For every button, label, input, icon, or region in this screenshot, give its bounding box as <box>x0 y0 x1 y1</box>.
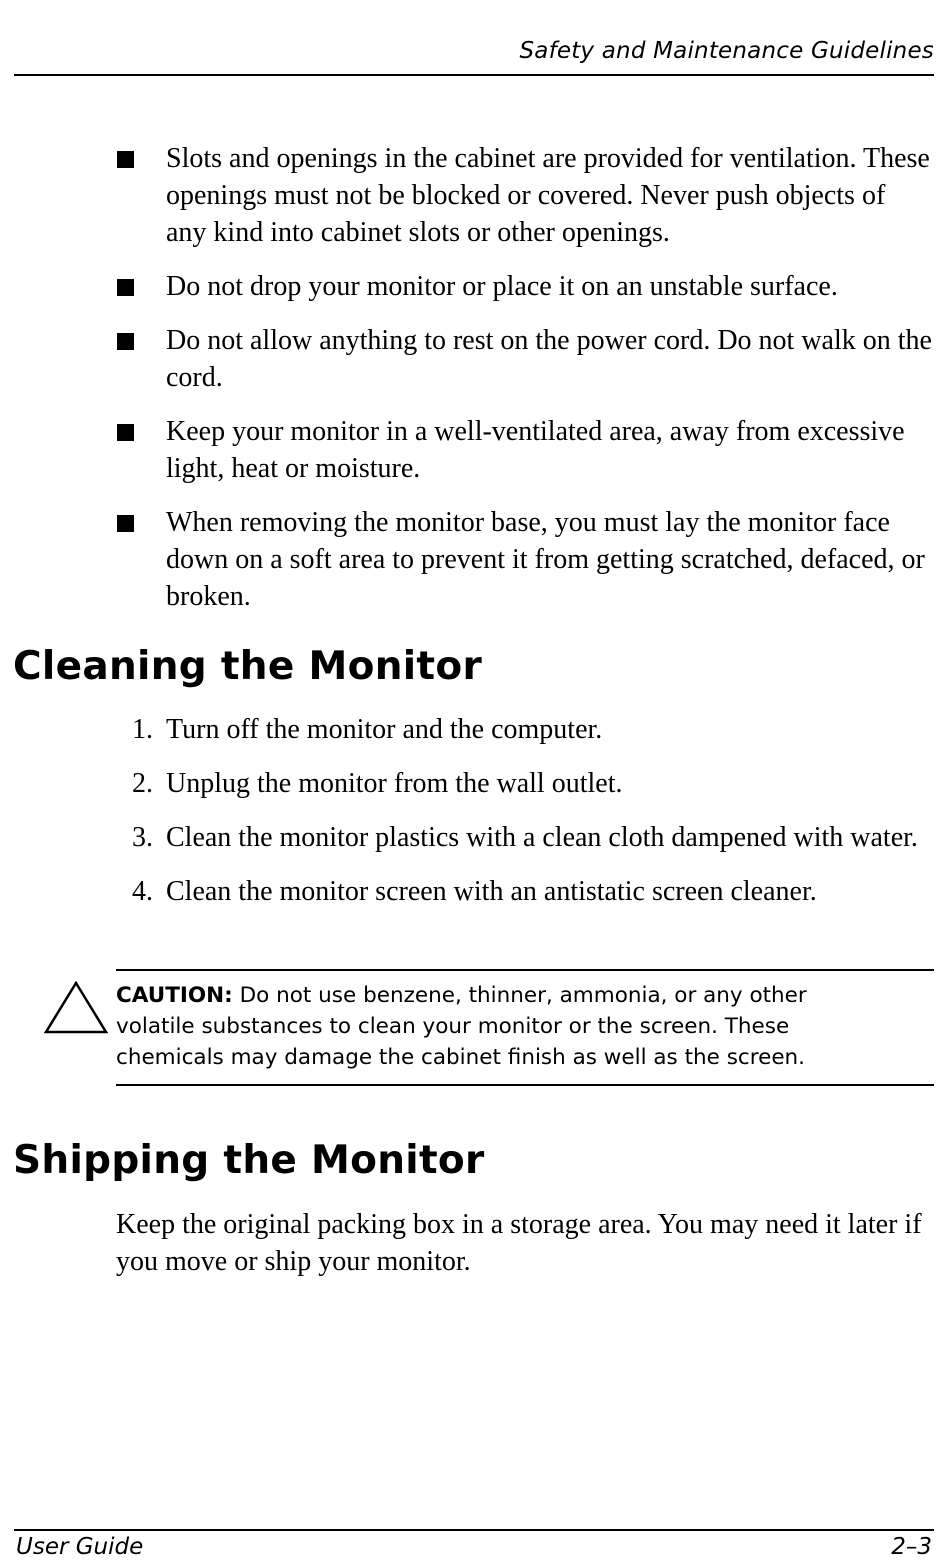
cleaning-heading: Cleaning the Monitor <box>13 644 482 689</box>
safety-bullet-item <box>112 504 932 615</box>
cleaning-step-list <box>112 711 932 927</box>
step-number: 3. <box>132 822 153 853</box>
running-header-title: Safety and Maintenance Guidelines <box>519 38 934 64</box>
bullet-text: Do not allow anything to rest on the power cord. Do not walk on the cord. <box>166 325 932 393</box>
bullet-text: Keep your monitor in a well-ventilated area, away from excessive light, heat or moisture. <box>166 416 905 484</box>
step-number: 1. <box>132 714 153 745</box>
caution-top-rule <box>116 969 934 971</box>
caution-note <box>116 980 856 1073</box>
square-bullet-icon <box>117 333 134 350</box>
square-bullet-icon <box>117 279 134 296</box>
step-text: Unplug the monitor from the wall outlet. <box>166 768 623 799</box>
safety-bullet-item <box>112 140 932 251</box>
step-number: 4. <box>132 876 153 907</box>
cleaning-step <box>112 873 932 910</box>
square-bullet-icon <box>117 515 134 532</box>
step-text: Turn off the monitor and the computer. <box>166 714 603 745</box>
safety-bullet-item <box>112 268 932 305</box>
cleaning-step <box>112 819 932 856</box>
bullet-text: Do not drop your monitor or place it on an unstable surface. <box>166 271 838 302</box>
safety-bullet-item <box>112 322 932 396</box>
footer-rule <box>14 1529 934 1531</box>
safety-bullet-list <box>112 140 932 632</box>
step-text: Clean the monitor screen with an antistatic screen cleaner. <box>166 876 817 907</box>
step-text: Clean the monitor plastics with a clean cloth dampened with water. <box>166 822 918 853</box>
caution-bottom-rule <box>116 1084 934 1086</box>
bullet-text: Slots and openings in the cabinet are provided for ventilation. These openings must not be blocked or covered. Never push objects of any kind into cabinet slots or other openings. <box>166 143 930 248</box>
shipping-paragraph: Keep the original packing box in a storage area. You may need it later if you move or ship your monitor. <box>116 1209 922 1277</box>
header-rule <box>14 74 934 76</box>
footer-page-number: 2–3 <box>891 1534 932 1560</box>
step-number: 2. <box>132 768 153 799</box>
bullet-text: When removing the monitor base, you must lay the monitor face down on a soft area to prevent it from getting scratched, defaced, or broken. <box>166 507 925 612</box>
caution-label: CAUTION: <box>116 983 233 1008</box>
safety-bullet-item <box>112 413 932 487</box>
footer-guide-title: User Guide <box>16 1534 144 1560</box>
cleaning-step <box>112 711 932 748</box>
cleaning-step <box>112 765 932 802</box>
shipping-heading: Shipping the Monitor <box>13 1138 485 1183</box>
square-bullet-icon <box>117 424 134 441</box>
caution-body: Do not use benzene, thinner, ammonia, or any other volatile substances to clean your monitor or the screen. These chemicals may damage the cabinet finish as well as the screen. <box>116 983 807 1070</box>
square-bullet-icon <box>117 151 134 168</box>
warning-triangle-icon <box>44 981 108 1035</box>
